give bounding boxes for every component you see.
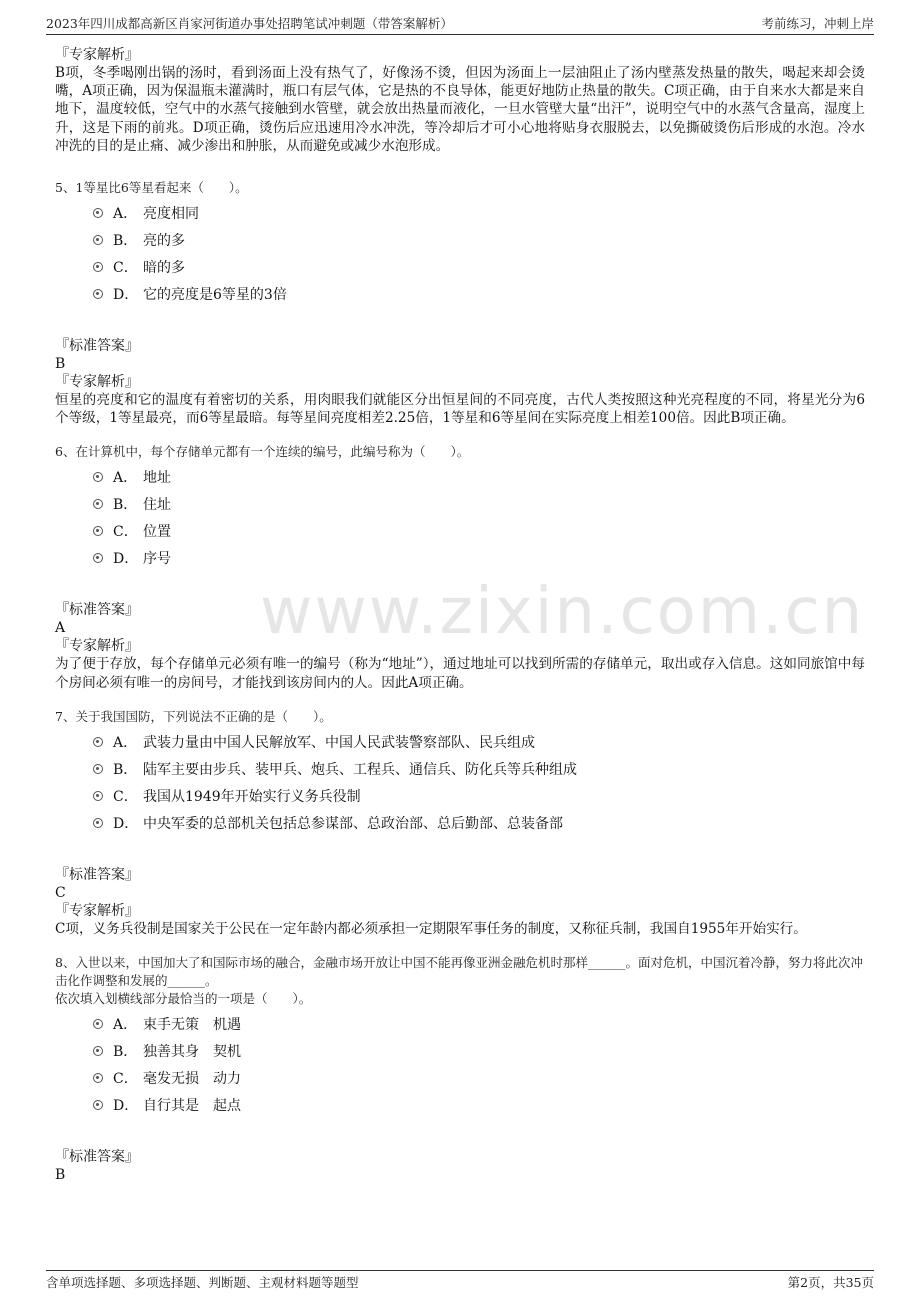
option-text: 位置 [143,524,171,541]
option-d[interactable] [93,1097,865,1124]
page-header [46,10,874,35]
question-stem: 5、1等星比6等星看起来（ ）。 [55,180,248,196]
option-letter: D． [113,287,139,304]
question-7 [55,708,865,938]
option-text: 自行其是 起点 [143,1098,241,1115]
answer-value: C [55,884,66,901]
options-list [93,1016,865,1124]
answer-value: A [55,620,66,637]
option-text: 序号 [143,551,171,568]
radio-icon[interactable] [93,235,103,245]
option-text: 我国从1949年开始实行义务兵役制 [143,788,361,805]
header-slogan: 考前练习，冲刺上岸 [761,16,874,31]
question-5 [55,179,865,427]
option-text: 束手无策 机遇 [143,1017,241,1034]
radio-icon[interactable] [93,791,103,801]
option-b[interactable] [93,761,865,788]
option-letter: C． [113,260,138,277]
option-c[interactable] [93,523,865,550]
radio-icon[interactable] [93,526,103,536]
option-text: 亮的多 [143,233,185,250]
option-text: 它的亮度是6等星的3倍 [143,287,287,304]
option-text: 独善其身 契机 [143,1044,241,1061]
option-letter: D． [113,815,139,832]
analysis-label: 『专家解析』 [55,638,139,655]
option-letter: A． [113,734,138,751]
option-letter: D． [113,551,139,568]
option-letter: A． [113,470,138,487]
radio-icon[interactable] [93,472,103,482]
watermark: www.zixin.com.cn [260,575,865,649]
option-a[interactable] [93,734,865,761]
option-letter: A． [113,1017,138,1034]
option-text: 陆军主要由步兵、装甲兵、炮兵、工程兵、通信兵、防化兵等兵种组成 [143,761,577,778]
option-letter: C． [113,524,138,541]
radio-icon[interactable] [93,1019,103,1029]
question-stem: 8、入世以来，中国加大了和国际市场的融合，金融市场开放让中国不能再像亚洲金融危机时那样______。面对危机，中国沉着冷静，努力将此次冲击化作调整和发展的______。 [55,955,863,989]
option-letter: B． [113,233,138,250]
option-b[interactable] [93,232,865,259]
radio-icon[interactable] [93,764,103,774]
option-letter: C． [113,1071,138,1088]
option-a[interactable] [93,205,865,232]
options-list [93,469,865,577]
question-stem: 6、在计算机中，每个存储单元都有一个连续的编号，此编号称为（ ）。 [55,444,470,460]
option-letter: B． [113,1044,138,1061]
analysis-text: C项，义务兵役制是国家关于公民在一定年龄内都必须承担一定期限军事任务的制度，又称征兵制，我国自1955年开始实行。 [55,920,807,937]
radio-icon[interactable] [93,262,103,272]
analysis-text: 恒星的亮度和它的温度有着密切的关系，用肉眼我们就能区分出恒星间的不同亮度，古代人类按照这种光亮程度的不同，将星光分为6个等级，1等星最亮，而6等星最暗。每等星间亮度相差2.25倍，1等星和6等星间在实际亮度上相差100倍。因此B项正确。 [55,392,865,427]
question-stem: 7、关于我国国防，下列说法不正确的是（ ）。 [55,708,332,724]
radio-icon[interactable] [93,553,103,563]
answer-label: 『标准答案』 [55,866,139,883]
option-text: 住址 [143,497,171,514]
option-b[interactable] [93,496,865,523]
answer-label: 『标准答案』 [55,602,139,619]
options-list [93,734,865,842]
analysis-text-q4: B项，冬季喝刚出锅的汤时，看到汤面上没有热气了，好像汤不烫，但因为汤面上一层油阻止了汤内壁蒸发热量的散失，喝起来却会烫嘴，A项正确，因为保温瓶未灌满时，瓶口有层气体，它是热的不良导体，能更好地防止热量的散失。C项正确，由于自来水大都是来自地下，温度较低，空气中的水蒸气接触到水管壁，就会放出热量而液化，一旦水管壁大量“出汗”，说明空气中的水蒸气含量高，湿度上升，这是下雨的前兆。D项正确，烫伤后应迅速用冷水冲洗，等冷却后才可小心地将贴身衣服脱去，以免撕破烫伤后形成的水泡。冷水冲洗的目的是止痛、减少渗出和肿胀，从而避免或减少水泡形成。 [55,65,865,154]
answer-label: 『标准答案』 [55,1149,139,1166]
option-text: 地址 [143,470,171,487]
page-footer [46,1270,874,1293]
answer-label: 『标准答案』 [55,338,139,355]
option-d[interactable] [93,286,865,313]
option-text: 亮度相同 [143,206,199,223]
radio-icon[interactable] [93,289,103,299]
answer-value: B [55,1167,66,1184]
option-c[interactable] [93,788,865,815]
option-d[interactable] [93,550,865,577]
option-c[interactable] [93,1070,865,1097]
option-b[interactable] [93,1043,865,1070]
analysis-label: 『专家解析』 [55,374,139,391]
radio-icon[interactable] [93,818,103,828]
option-a[interactable] [93,1016,865,1043]
option-letter: C． [113,788,138,805]
radio-icon[interactable] [93,1100,103,1110]
radio-icon[interactable] [93,1046,103,1056]
radio-icon[interactable] [93,499,103,509]
option-letter: D． [113,1098,139,1115]
answer-value: B [55,356,66,373]
page-number: 第2页，共35页 [787,1275,874,1290]
radio-icon[interactable] [93,208,103,218]
option-letter: A． [113,206,138,223]
question-8 [55,954,865,1184]
option-text: 中央军委的总部机关包括总参谋部、总政治部、总后勤部、总装备部 [143,815,563,832]
question-6 [55,443,865,691]
page-content [55,46,865,1184]
option-c[interactable] [93,259,865,286]
option-text: 武装力量由中国人民解放军、中国人民武装警察部队、民兵组成 [143,734,535,751]
analysis-label: 『专家解析』 [55,47,139,63]
option-d[interactable] [93,815,865,842]
option-a[interactable] [93,469,865,496]
radio-icon[interactable] [93,737,103,747]
question-stem-instruction: 依次填入划横线部分最恰当的一项是（ ）。 [55,991,312,1007]
options-list [93,205,865,313]
option-text: 毫发无损 动力 [143,1071,241,1088]
option-letter: B． [113,761,138,778]
document-title: 2023年四川成都高新区肖家河街道办事处招聘笔试冲刺题（带答案解析） [46,16,453,31]
radio-icon[interactable] [93,1073,103,1083]
option-letter: B． [113,497,138,514]
analysis-label: 『专家解析』 [55,902,139,919]
footer-question-types: 含单项选择题、多项选择题、判断题、主观材料题等题型 [46,1275,359,1290]
option-text: 暗的多 [143,260,185,277]
analysis-text: 为了便于存放，每个存储单元必须有唯一的编号（称为“地址”），通过地址可以找到所需的存储单元，取出或存入信息。这如同旅馆中每个房间必须有唯一的房间号，才能找到该房间内的人。因此A项正确。 [55,656,865,691]
